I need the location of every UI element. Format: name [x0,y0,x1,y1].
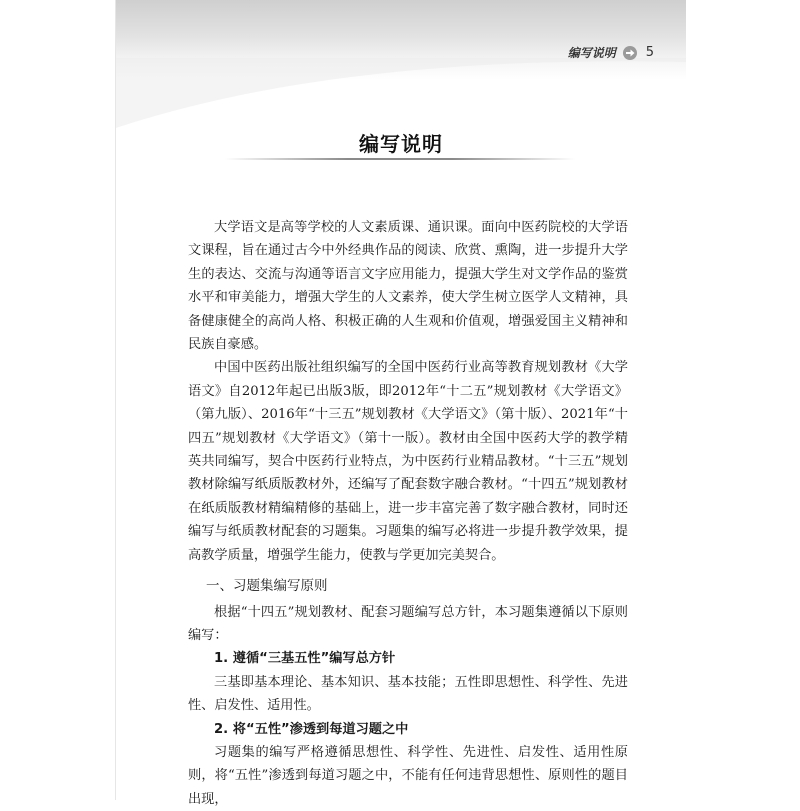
section-heading-principles: 一、习题集编写原则 [206,578,328,595]
paragraph-intro: 大学语文是高等学校的人文素质课、通识课。面向中医药院校的大学语文课程，旨在通过古今中外经典作品的阅读、欣赏、熏陶，进一步提升大学生的表达、交流与沟通等语言文字应用能力，提强大学生对文学作品的鉴赏水平和审美能力，增强大学生的人文素养，使大学生树立医学人文精神，具备健康健全的高尚人格、积极正确的人生观和价值观，增强爱国主义精神和民族自豪感。 [188,220,628,353]
title-underline [225,158,575,160]
paragraph-history: 中国中医药出版社组织编写的全国中医药行业高等教育规划教材《大学语文》自2012年起已出版3版，即2012年“十二五”规划教材《大学语文》（第九版）、2016年“十三五”规划教材《大学语文》（第十版）、2021年“十四五”规划教材《大学语文》（第十一版）。教材由全国中医药大学的教学精英共同编写，契合中医药行业特点，为中医药行业精品教材。“十三五”规划教材除编写纸质版教材外，还编写了配套数字融合教材。“十四五”规划教材在纸质版教材精编精修的基础上，进一步丰富完善了数字融合教材，同时还编写与纸质教材配套的习题集。习题集的编写必将进一步提升教学效果，提高教学质量，增强学生能力，使教与学更加完美契合。 [188,360,628,563]
running-head [568,44,654,61]
running-head-title: 编写说明 [567,46,616,60]
page-title: 编写说明 [359,132,443,156]
subheading-five-properties: 2. 将“五性”渗透到每道习题之中 [214,721,409,737]
paragraph-three-bases: 三基即基本理论、基本知识、基本技能；五性即思想性、科学性、先进性、启发性、适用性。 [188,674,628,714]
paragraph-principles-intro: 根据“十四五”规划教材、配套习题编写总方针，本习题集遵循以下原则编写： [188,604,628,643]
subheading-three-bases: 1. 遵循“三基五性”编写总方针 [214,651,396,667]
body-text [188,216,628,811]
title-wrap [116,128,686,157]
header-swoosh [116,58,686,128]
page-number: 5 [645,45,654,60]
arrow-right-icon [622,45,638,61]
paragraph-five-properties: 习题集的编写严格遵循思想性、科学性、先进性、启发性、适用性原则，将“五性”渗透到每道习题之中，不能有任何违背思想性、原则性的题目出现， [188,744,628,807]
